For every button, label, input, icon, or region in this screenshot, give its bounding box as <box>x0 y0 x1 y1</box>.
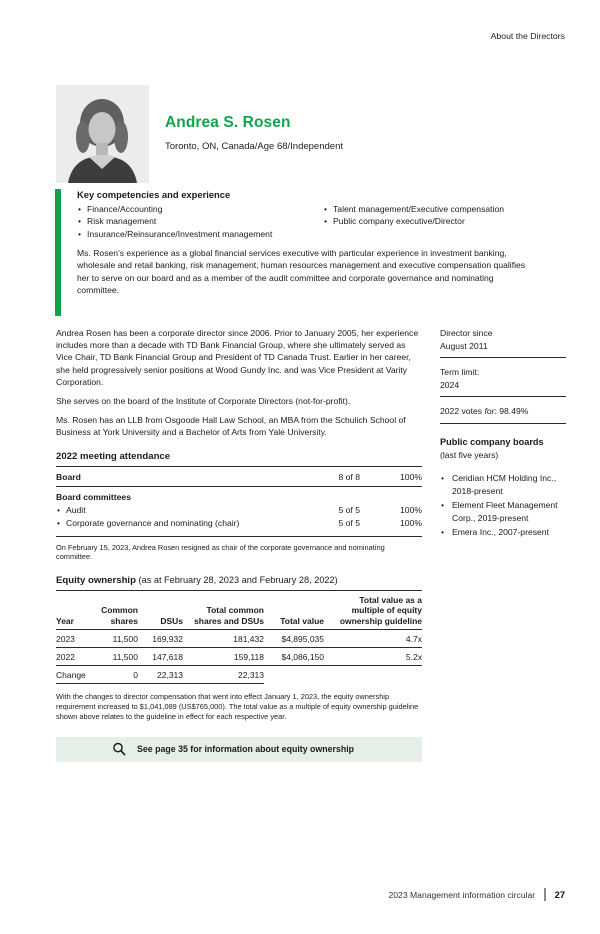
committees-label: Board committees <box>56 491 131 502</box>
attendance-board-row <box>56 467 422 487</box>
equity-cell: 22,313 <box>183 666 264 684</box>
equity-cell: $4,086,150 <box>264 648 324 666</box>
votes-italic: for <box>484 406 495 417</box>
equity-col-header: DSUs <box>138 591 183 630</box>
bio-paragraph: Ms. Rosen has an LLB from Osgoode Hall Law School, an MBA from the Schulich School of Business at York University and a Bachelor of Arts from Yale University. <box>56 415 406 438</box>
boards-list <box>440 472 566 539</box>
attendance-board-count: 8 of 8 <box>338 471 360 482</box>
boards-title: Public company boards <box>440 436 544 447</box>
votes-block <box>440 405 566 424</box>
equity-cell: 11,500 <box>96 648 138 666</box>
attendance-board-label: Board <box>56 471 81 482</box>
director-name: Andrea S. Rosen <box>165 114 291 131</box>
committee-count: 5 of 5 <box>338 504 360 515</box>
board-item: • Emera Inc., 2007-present <box>440 526 566 539</box>
committee-percent: 100% <box>400 518 422 529</box>
equity-table <box>56 591 422 684</box>
search-icon <box>112 742 126 756</box>
page-number: 27 <box>554 889 565 900</box>
director-details: Toronto, ON, Canada/Age 68/Independent <box>165 141 343 152</box>
equity-title-rest: (as at February 28, 2023 and February 28, 2022) <box>135 575 338 586</box>
equity-cell: 181,432 <box>183 630 264 648</box>
equity-col-header: Common shares <box>96 591 138 630</box>
attendance-committees <box>56 487 422 537</box>
competency-item: • Risk management <box>77 215 323 227</box>
portrait-image <box>56 85 149 183</box>
page-footer <box>389 888 566 901</box>
equity-header-row <box>56 591 422 630</box>
term-limit-label: Term limit: <box>440 367 480 378</box>
attendance-footnote: On February 15, 2023, Andrea Rosen resigned as chair of the corporate governance and nominating committee. <box>56 542 385 562</box>
bio-paragraph: She serves on the board of the Institute of Corporate Directors (not-for-profit). <box>56 396 351 407</box>
key-competencies-section <box>55 189 561 316</box>
equity-row-2023 <box>56 630 422 648</box>
competencies-title: Key competencies and experience <box>77 189 231 200</box>
equity-cell: 159,118 <box>183 648 264 666</box>
competencies-list-left <box>77 203 323 240</box>
equity-title-bold: Equity ownership <box>56 575 136 587</box>
equity-cell: 169,932 <box>138 630 183 648</box>
committee-label: • Corporate governance and nominating (chair) <box>56 517 300 531</box>
equity-cell <box>264 666 324 684</box>
attendance-title: 2022 meeting attendance <box>56 451 422 467</box>
equity-cell: 2022 <box>56 648 96 666</box>
director-identity <box>165 114 343 152</box>
committee-row <box>56 517 422 531</box>
equity-cell: 11,500 <box>96 630 138 648</box>
footer-title: 2023 Management information circular <box>388 889 536 900</box>
director-since-value: August 2011 <box>440 340 488 351</box>
votes-prefix: 2022 votes <box>440 406 485 417</box>
director-since-label: Director since <box>440 328 493 338</box>
equity-col-header: Total value as a multiple of equity ownership guideline <box>324 591 422 630</box>
board-item: • Element Fleet Management Corp., 2019-present <box>440 499 566 525</box>
running-header: About the Directors <box>490 31 565 41</box>
competency-item: • Insurance/Reinsurance/Investment management <box>77 228 323 240</box>
competencies-list-right <box>323 203 561 240</box>
equity-col-header: Year <box>56 591 96 630</box>
equity-cell: 0 <box>96 666 138 684</box>
committee-label: • Audit <box>56 504 300 518</box>
public-company-boards-block <box>440 436 566 539</box>
equity-cell: $4,895,035 <box>264 630 324 648</box>
competencies-summary: Ms. Rosen's experience as a global financial services executive with particular experience in investment banking, wholesale and retail banking, risk management, human resources management and executive compensation qualifies her to serve on our board and as a member of the audit committee and corporate governance and nominating committee. <box>77 247 526 296</box>
attendance-board-percent: 100% <box>400 471 422 482</box>
equity-cell: 22,313 <box>138 666 183 684</box>
equity-cell <box>324 666 422 684</box>
equity-cell: 4.7x <box>324 630 422 648</box>
bio-paragraph: Andrea Rosen has been a corporate director since 2006. Prior to January 2005, her experience includes more than a decade with TD Bank Financial Group, where she ultimately served as Vice Chair, TD Bank Financial Group and President of TD Canada Trust. Earlier in her career, she held progressively senior positions at Wood Gundy Inc. and was Vice President at Varity Corporation. <box>56 328 419 387</box>
equity-cell: Change <box>56 666 96 684</box>
footer-divider <box>544 888 546 901</box>
equity-page-reference-link[interactable] <box>56 737 422 762</box>
equity-col-header: Total common shares and DSUs <box>183 591 264 630</box>
votes-suffix: : 98.49% <box>494 406 529 417</box>
equity-title <box>56 575 422 591</box>
equity-ownership-section <box>56 575 422 762</box>
committee-percent: 100% <box>400 504 422 515</box>
equity-col-header: Total value <box>264 591 324 630</box>
competency-item: • Talent management/Executive compensation <box>323 203 561 215</box>
committee-row <box>56 504 422 518</box>
equity-cell: 5.2x <box>324 648 422 666</box>
term-limit-value: 2024 <box>440 379 460 390</box>
meeting-attendance-section <box>56 451 422 562</box>
board-item: • Ceridian HCM Holding Inc., 2018-present <box>440 472 566 498</box>
main-column <box>56 327 422 762</box>
callout-text: See page 35 for information about equity ownership <box>137 744 355 755</box>
equity-cell: 147,618 <box>138 648 183 666</box>
director-since-block <box>440 327 566 358</box>
competency-item: • Public company executive/Director <box>323 215 561 227</box>
equity-footnote: With the changes to director compensation that went into effect January 1, 2023, the equity ownership requirement increased to $1,041,089 (US$765,000). The total value as a multiple of equity ownership guideline shown above relates to the guideline in effect for each respective year. <box>56 692 419 721</box>
equity-cell: 2023 <box>56 630 96 648</box>
boards-subtitle: (last five years) <box>440 449 499 460</box>
director-facts-sidebar <box>440 327 566 540</box>
director-photo <box>56 85 149 183</box>
equity-row-2022 <box>56 648 422 666</box>
term-limit-block <box>440 366 566 397</box>
competency-item: • Finance/Accounting <box>77 203 323 215</box>
committee-count: 5 of 5 <box>338 518 360 529</box>
equity-row-change <box>56 666 422 684</box>
